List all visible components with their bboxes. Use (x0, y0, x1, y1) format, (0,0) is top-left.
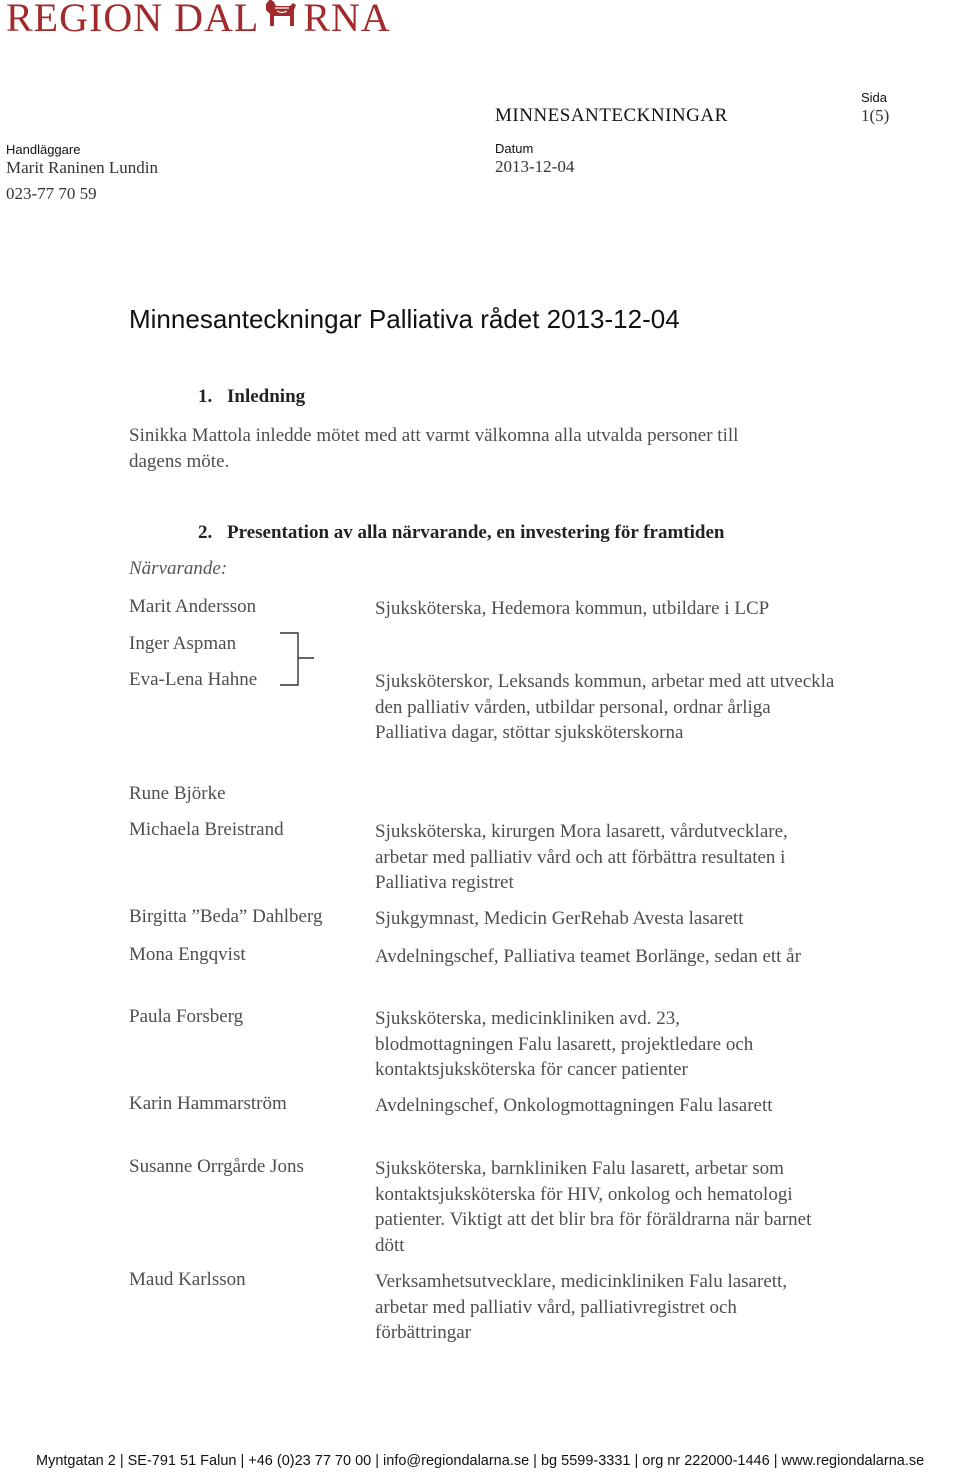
attendee-name: Marit Andersson (129, 596, 257, 617)
section-2-number: 2. (198, 522, 213, 543)
footer-contact-line: Myntgatan 2 | SE-791 51 Falun | +46 (0)23 77 70 00 | info@regiondalarna.se | bg 5599-3331 | org nr 222000-1446 | www.regiondalarna.se (36, 1453, 925, 1469)
sida-value: 1(5) (861, 106, 890, 125)
section-2-title: Presentation av alla närvarande, en investering för framtiden (227, 522, 725, 543)
attendee-role: Avdelningschef, Onkologmottagningen Falu lasarett (375, 1095, 773, 1116)
attendee-name: Birgitta ”Beda” Dahlberg (129, 906, 323, 927)
logo-text-left: REGION DAL (6, 0, 260, 40)
attendee-role: Sjuksköterskor, Leksands kommun, arbetar med att utveckla den palliativ vården, utbildar personal, ordnar årliga Palliativa dagar, stöttar sjuksköterskorna (375, 671, 835, 743)
sida-label: Sida (861, 90, 888, 105)
dala-horse-icon (260, 0, 302, 36)
attendees-label: Närvarande: (129, 558, 228, 579)
datum-label: Datum (495, 141, 534, 156)
section-2-heading (198, 522, 724, 544)
section-1-title: Inledning (227, 386, 306, 407)
attendee-role: Sjuksköterska, barnkliniken Falu lasarett, arbetar som kontaktsjuksköterska för HIV, onkolog och hematologi patienter. Viktigt att det blir bra för föräldrarna när barnet dött (375, 1158, 812, 1256)
attendee-role: Sjukgymnast, Medicin GerRehab Avesta lasarett (375, 908, 744, 929)
attendee-name: Eva-Lena Hahne (129, 669, 258, 690)
attendee-name: Michaela Breistrand (129, 819, 284, 840)
handlaggare-phone: 023-77 70 59 (6, 184, 97, 203)
attendee-role: Avdelningschef, Palliativa teamet Borlänge, sedan ett år (375, 946, 801, 967)
logo-text-right: RNA (303, 0, 391, 40)
handlaggare-name: Marit Raninen Lundin (6, 158, 159, 177)
attendee-name: Rune Björke (129, 783, 226, 804)
document-type: MINNESANTECKNINGAR (495, 105, 728, 126)
handlaggare-label: Handläggare (6, 142, 81, 157)
attendee-role: Sjuksköterska, kirurgen Mora lasarett, vårdutvecklare, arbetar med palliativ vård och att förbättra resultaten i Palliativa registret (375, 821, 788, 893)
section-1-number: 1. (198, 386, 213, 407)
section-1-heading (198, 386, 305, 408)
region-dalarna-logo (6, 0, 391, 42)
datum-value: 2013-12-04 (495, 157, 575, 176)
attendee-name: Inger Aspman (129, 633, 237, 654)
attendee-role: Verksamhetsutvecklare, medicinkliniken Falu lasarett, arbetar med palliativ vård, palliativregistret och förbättringar (375, 1271, 788, 1343)
attendee-name: Paula Forsberg (129, 1006, 244, 1027)
grouping-brace-icon (278, 628, 318, 690)
attendee-name: Maud Karlsson (129, 1269, 246, 1290)
attendee-name: Mona Engqvist (129, 944, 246, 965)
page-title: Minnesanteckningar Palliativa rådet 2013-12-04 (129, 304, 680, 334)
attendee-role: Sjuksköterska, Hedemora kommun, utbildare i LCP (375, 598, 770, 619)
attendee-name: Susanne Orrgårde Jons (129, 1156, 304, 1177)
attendee-role: Sjuksköterska, medicinkliniken avd. 23, blodmottagningen Falu lasarett, projektledare och kontaktsjuksköterska för cancer patienter (375, 1008, 754, 1080)
attendee-name: Karin Hammarström (129, 1093, 287, 1114)
section-1-body-line-2: dagens möte. (129, 451, 230, 472)
section-1-body-line-1: Sinikka Mattola inledde mötet med att varmt välkomna alla utvalda personer till (129, 425, 739, 446)
